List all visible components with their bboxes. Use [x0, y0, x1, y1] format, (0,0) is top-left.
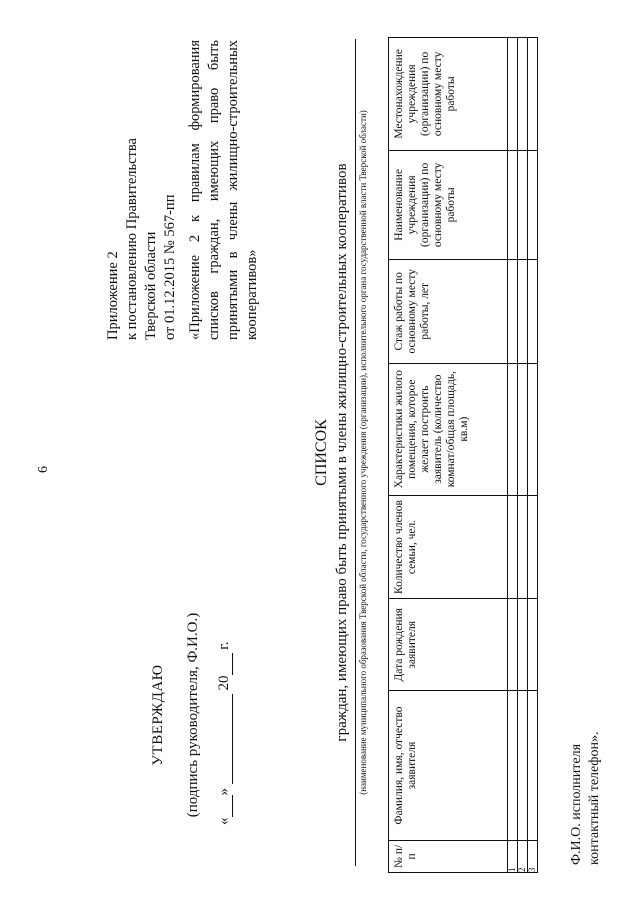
- header-cell: Характеристики жилого помещения, которое желает построить заявитель (количество комнат/общая площадь, кв.м): [389, 363, 508, 495]
- page-number: 6: [36, 466, 51, 473]
- row-number: 3: [528, 840, 538, 872]
- header-cell: № п/п: [389, 840, 508, 872]
- signature-caption: (подпись руководителя, Ф.И.О.): [185, 612, 201, 818]
- appendix-line: от 01.12.2015 № 567-пп: [162, 194, 178, 340]
- year-prefix: 20: [216, 675, 232, 691]
- header-cell: Местонахождение учреждения (организации) по основному месту работы: [389, 38, 508, 151]
- executor-name-line: Ф.И.О. исполнителя: [569, 743, 584, 865]
- row-number: 1: [508, 840, 518, 872]
- approve-title: УТВЕРЖДАЮ: [150, 664, 166, 766]
- appendix-line: к постановлению Правительства: [124, 138, 140, 340]
- appendix-note: «Приложение 2 к правилам формирования списков граждан, имеющих право быть принятыми в члены жилищно-строительных кооперативов»: [187, 40, 260, 340]
- table-row: [518, 38, 528, 873]
- org-underline: [355, 39, 356, 866]
- header-cell: Дата рождения заявителя: [389, 599, 508, 691]
- month-blank: [218, 694, 233, 784]
- table-row: [528, 38, 538, 873]
- row-number: 2: [518, 840, 528, 872]
- table-row: [508, 38, 518, 873]
- day-blank: [218, 796, 233, 818]
- header-cell: Фамилия, имя, отчество заявителя: [389, 691, 508, 841]
- header-cell: Стаж работы по основному месту работы, лет: [389, 260, 508, 364]
- document-subtitle: граждан, имеющих право быть принятыми в члены жилищно-строительных кооперативов: [334, 163, 350, 742]
- org-caption: (наименование муниципального образования Тверской области, государственного учреждения (организации), исполнительного органа государственной власти Тверской области): [358, 110, 368, 795]
- appendix-line: Тверской области: [143, 231, 159, 340]
- year-suffix: г.: [216, 641, 232, 650]
- table-header-row: [389, 38, 508, 873]
- year-blank: [218, 654, 233, 676]
- header-cell: Количество членов семьи, чел.: [389, 495, 508, 599]
- org-caption-block: [355, 35, 369, 870]
- quote-open: «: [216, 817, 232, 825]
- appendix-block: [104, 40, 262, 340]
- quote-close: »: [216, 788, 232, 796]
- document-title: СПИСОК: [313, 419, 330, 486]
- footer-block: [568, 732, 604, 865]
- document-title-block: [312, 40, 352, 865]
- header-cell: Наименование учреждения (организации) по основному месту работы: [389, 150, 508, 259]
- appendix-line: Приложение 2: [105, 251, 121, 340]
- date-line: [216, 565, 233, 865]
- contact-phone-line: контактный телефон».: [587, 731, 602, 865]
- citizens-table: [388, 37, 538, 873]
- approval-block: [150, 565, 233, 865]
